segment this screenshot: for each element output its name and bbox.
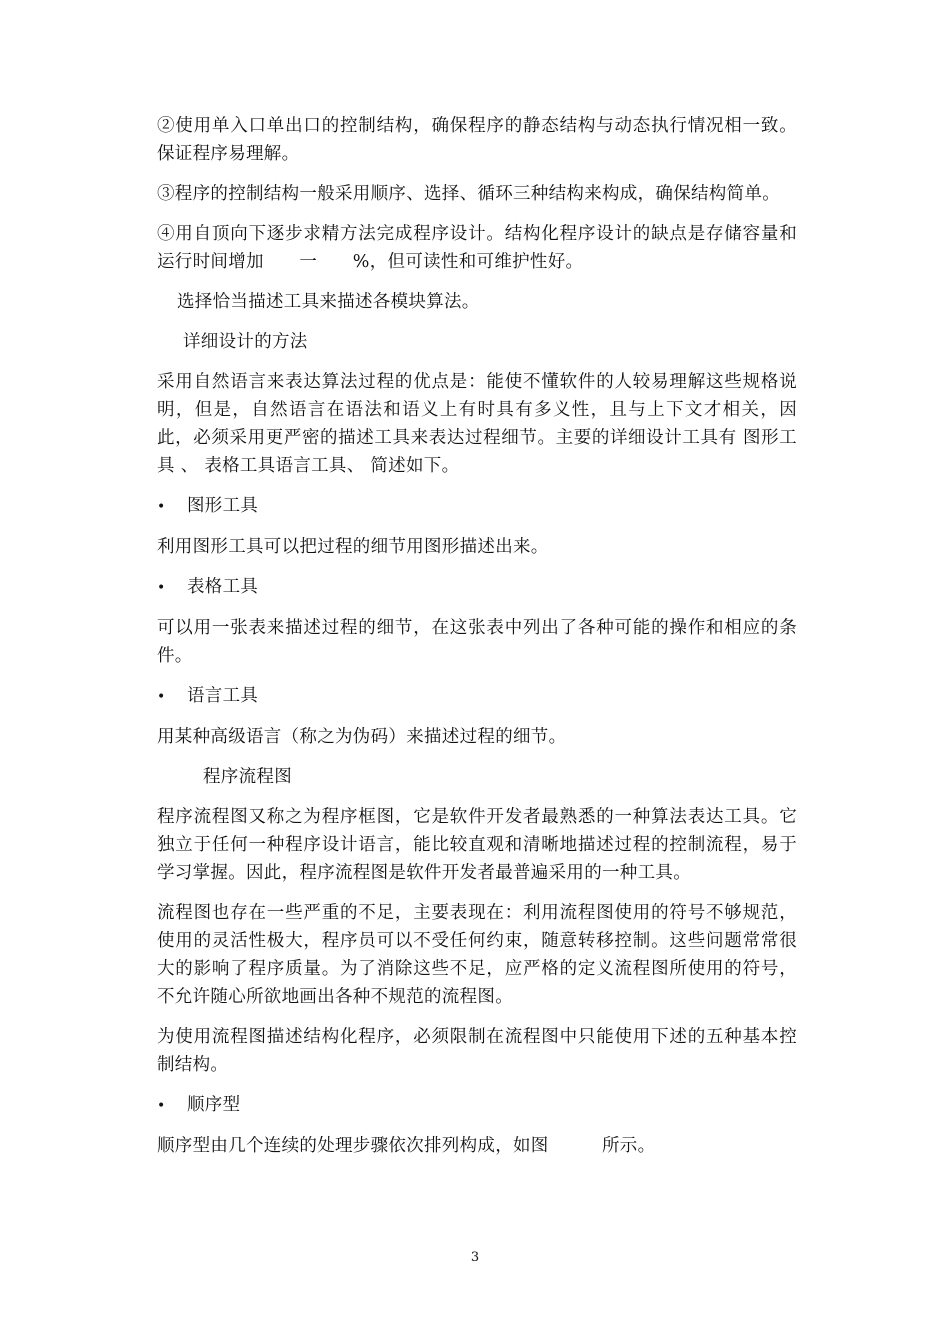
paragraph-language-tools: 用某种高级语言（称之为伪码）来描述过程的细节。: [157, 727, 567, 747]
bullet-graphic-tools: [157, 492, 797, 521]
paragraph-table-tools: 可以用一张表来描述过程的细节，在这张表中列出了各种可能的操作和相应的条件。: [157, 618, 797, 666]
bullet-label: 顺序型: [187, 1095, 241, 1115]
bullet-icon: •: [157, 499, 166, 515]
paragraph-natural-language: 采用自然语言来表达算法过程的优点是：能使不懂软件的人较易理解这些规格说明，但是，自然语言在语法和语义上有时具有多义性，且与上下文才相关，因此，必须采用更严密的描述工具来表达过程细节。主要的详细设计工具有 图形工具 、 表格工具语言工具、 简述如下。: [157, 372, 797, 476]
page-number: 3: [470, 1250, 480, 1265]
bullet-label: 语言工具: [187, 686, 259, 706]
bullet-sequence-type: [157, 1091, 797, 1120]
bullet-label: 图形工具: [187, 496, 259, 516]
paragraph-graphic-tools: 利用图形工具可以把过程的细节用图形描述出来。: [157, 537, 549, 557]
paragraph-sequence-type: 顺序型由几个连续的处理步骤依次排列构成，如图 所示。: [157, 1136, 656, 1156]
paragraph-single-entry-exit: ②使用单入口单出口的控制结构，确保程序的静态结构与动态执行情况相一致。保证程序易理解。: [157, 116, 797, 164]
paragraph-control-structures: ③程序的控制结构一般采用顺序、选择、循环三种结构来构成，确保结构简单。: [157, 184, 780, 204]
paragraph-flowchart-intro: 程序流程图又称之为程序框图，它是软件开发者最熟悉的一种算法表达工具。它独立于任何一种程序设计语言，能比较直观和清晰地描述过程的控制流程，易于学习掌握。因此，程序流程图是软件开发者最普遍采用的一种工具。: [157, 807, 797, 883]
bullet-language-tools: [157, 682, 797, 711]
heading-flowchart: 程序流程图: [203, 767, 292, 787]
bullet-icon: •: [157, 1098, 166, 1114]
paragraph-top-down-design: ④用自顶向下逐步求精方法完成程序设计。结构化程序设计的缺点是存储容量和运行时间增加 一 %，但可读性和可维护性好。: [157, 224, 797, 272]
bullet-icon: •: [157, 689, 166, 705]
bullet-table-tools: [157, 573, 797, 602]
bullet-icon: •: [157, 580, 166, 596]
bullet-label: 表格工具: [187, 577, 259, 597]
heading-detailed-design-methods: 详细设计的方法: [183, 332, 308, 352]
paragraph-flowchart-drawbacks: 流程图也存在一些严重的不足，主要表现在：利用流程图使用的符号不够规范，使用的灵活性极大，程序员可以不受任何约束，随意转移控制。这些问题常常很大的影响了程序质量。为了消除这些不足，应严格的定义流程图所使用的符号，不允许随心所欲地画出各种不规范的流程图。: [157, 903, 797, 1007]
document-body: [157, 112, 797, 1172]
paragraph-five-structures: 为使用流程图描述结构化程序，必须限制在流程图中只能使用下述的五种基本控制结构。: [157, 1027, 797, 1075]
paragraph-choose-tools: 选择恰当描述工具来描述各模块算法。: [177, 292, 480, 312]
